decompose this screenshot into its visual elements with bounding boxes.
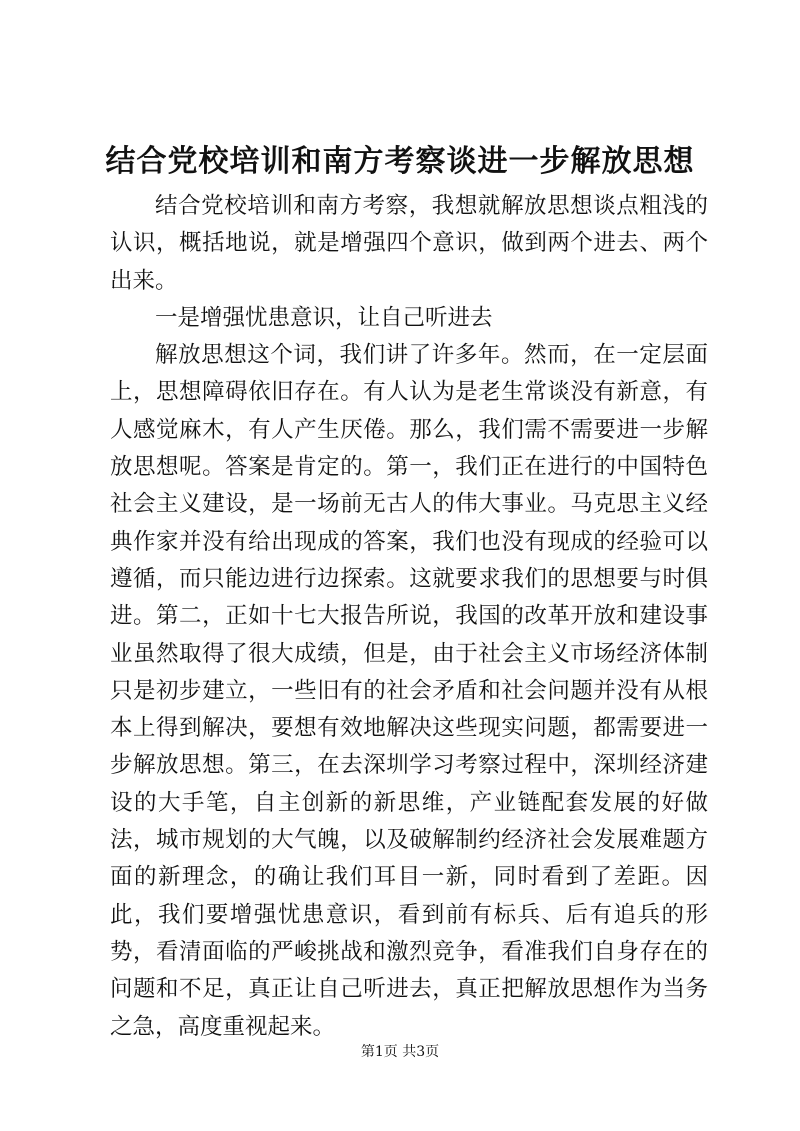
page-number: 第1页 共3页 xyxy=(360,1044,440,1060)
intro-paragraph: 结合党校培训和南方考察，我想就解放思想谈点粗浅的认识，概括地说，就是增强四个意识，做到两个进去、两个出来。 xyxy=(110,193,708,294)
body-paragraph: 解放思想这个词，我们讲了许多年。然而，在一定层面上，思想障碍依旧存在。有人认为是老生常谈没有新意，有人感觉麻木，有人产生厌倦。那么，我们需不需要进一步解放思想呢。答案是肯定的。第一，我们正在进行的中国特色社会主义建设，是一场前无古人的伟大事业。马克思主义经典作家并没有给出现成的答案，我们也没有现成的经验可以遵循，而只能边进行边探索。这就要求我们的思想要与时俱进。第二，正如十七大报告所说，我国的改革开放和建设事业虽然取得了很大成绩，但是，由于社会主义市场经济体制只是初步建立，一些旧有的社会矛盾和社会问题并没有从根本上得到解决，要想有效地解决这些现实问题，都需要进一步解放思想。第三，在去深圳学习考察过程中，深圳经济建设的大手笔，自主创新的新思维，产业链配套发展的好做法，城市规划的大气魄，以及破解制约经济社会发展难题方面的新理念，的确让我们耳目一新，同时看到了差距。因此，我们要增强忧患意识，看到前有标兵、后有追兵的形势，看清面临的严峻挑战和激烈竞争，看准我们自身存在的问题和不足，真正让自己听进去，真正把解放思想作为当务之急，高度重视起来。 xyxy=(110,342,708,1040)
section-heading: 一是增强忧患意识，让自己听进去 xyxy=(155,304,493,331)
document-title: 结合党校培训和南方考察谈进一步解放思想 xyxy=(105,144,695,179)
document-body xyxy=(110,188,708,1046)
